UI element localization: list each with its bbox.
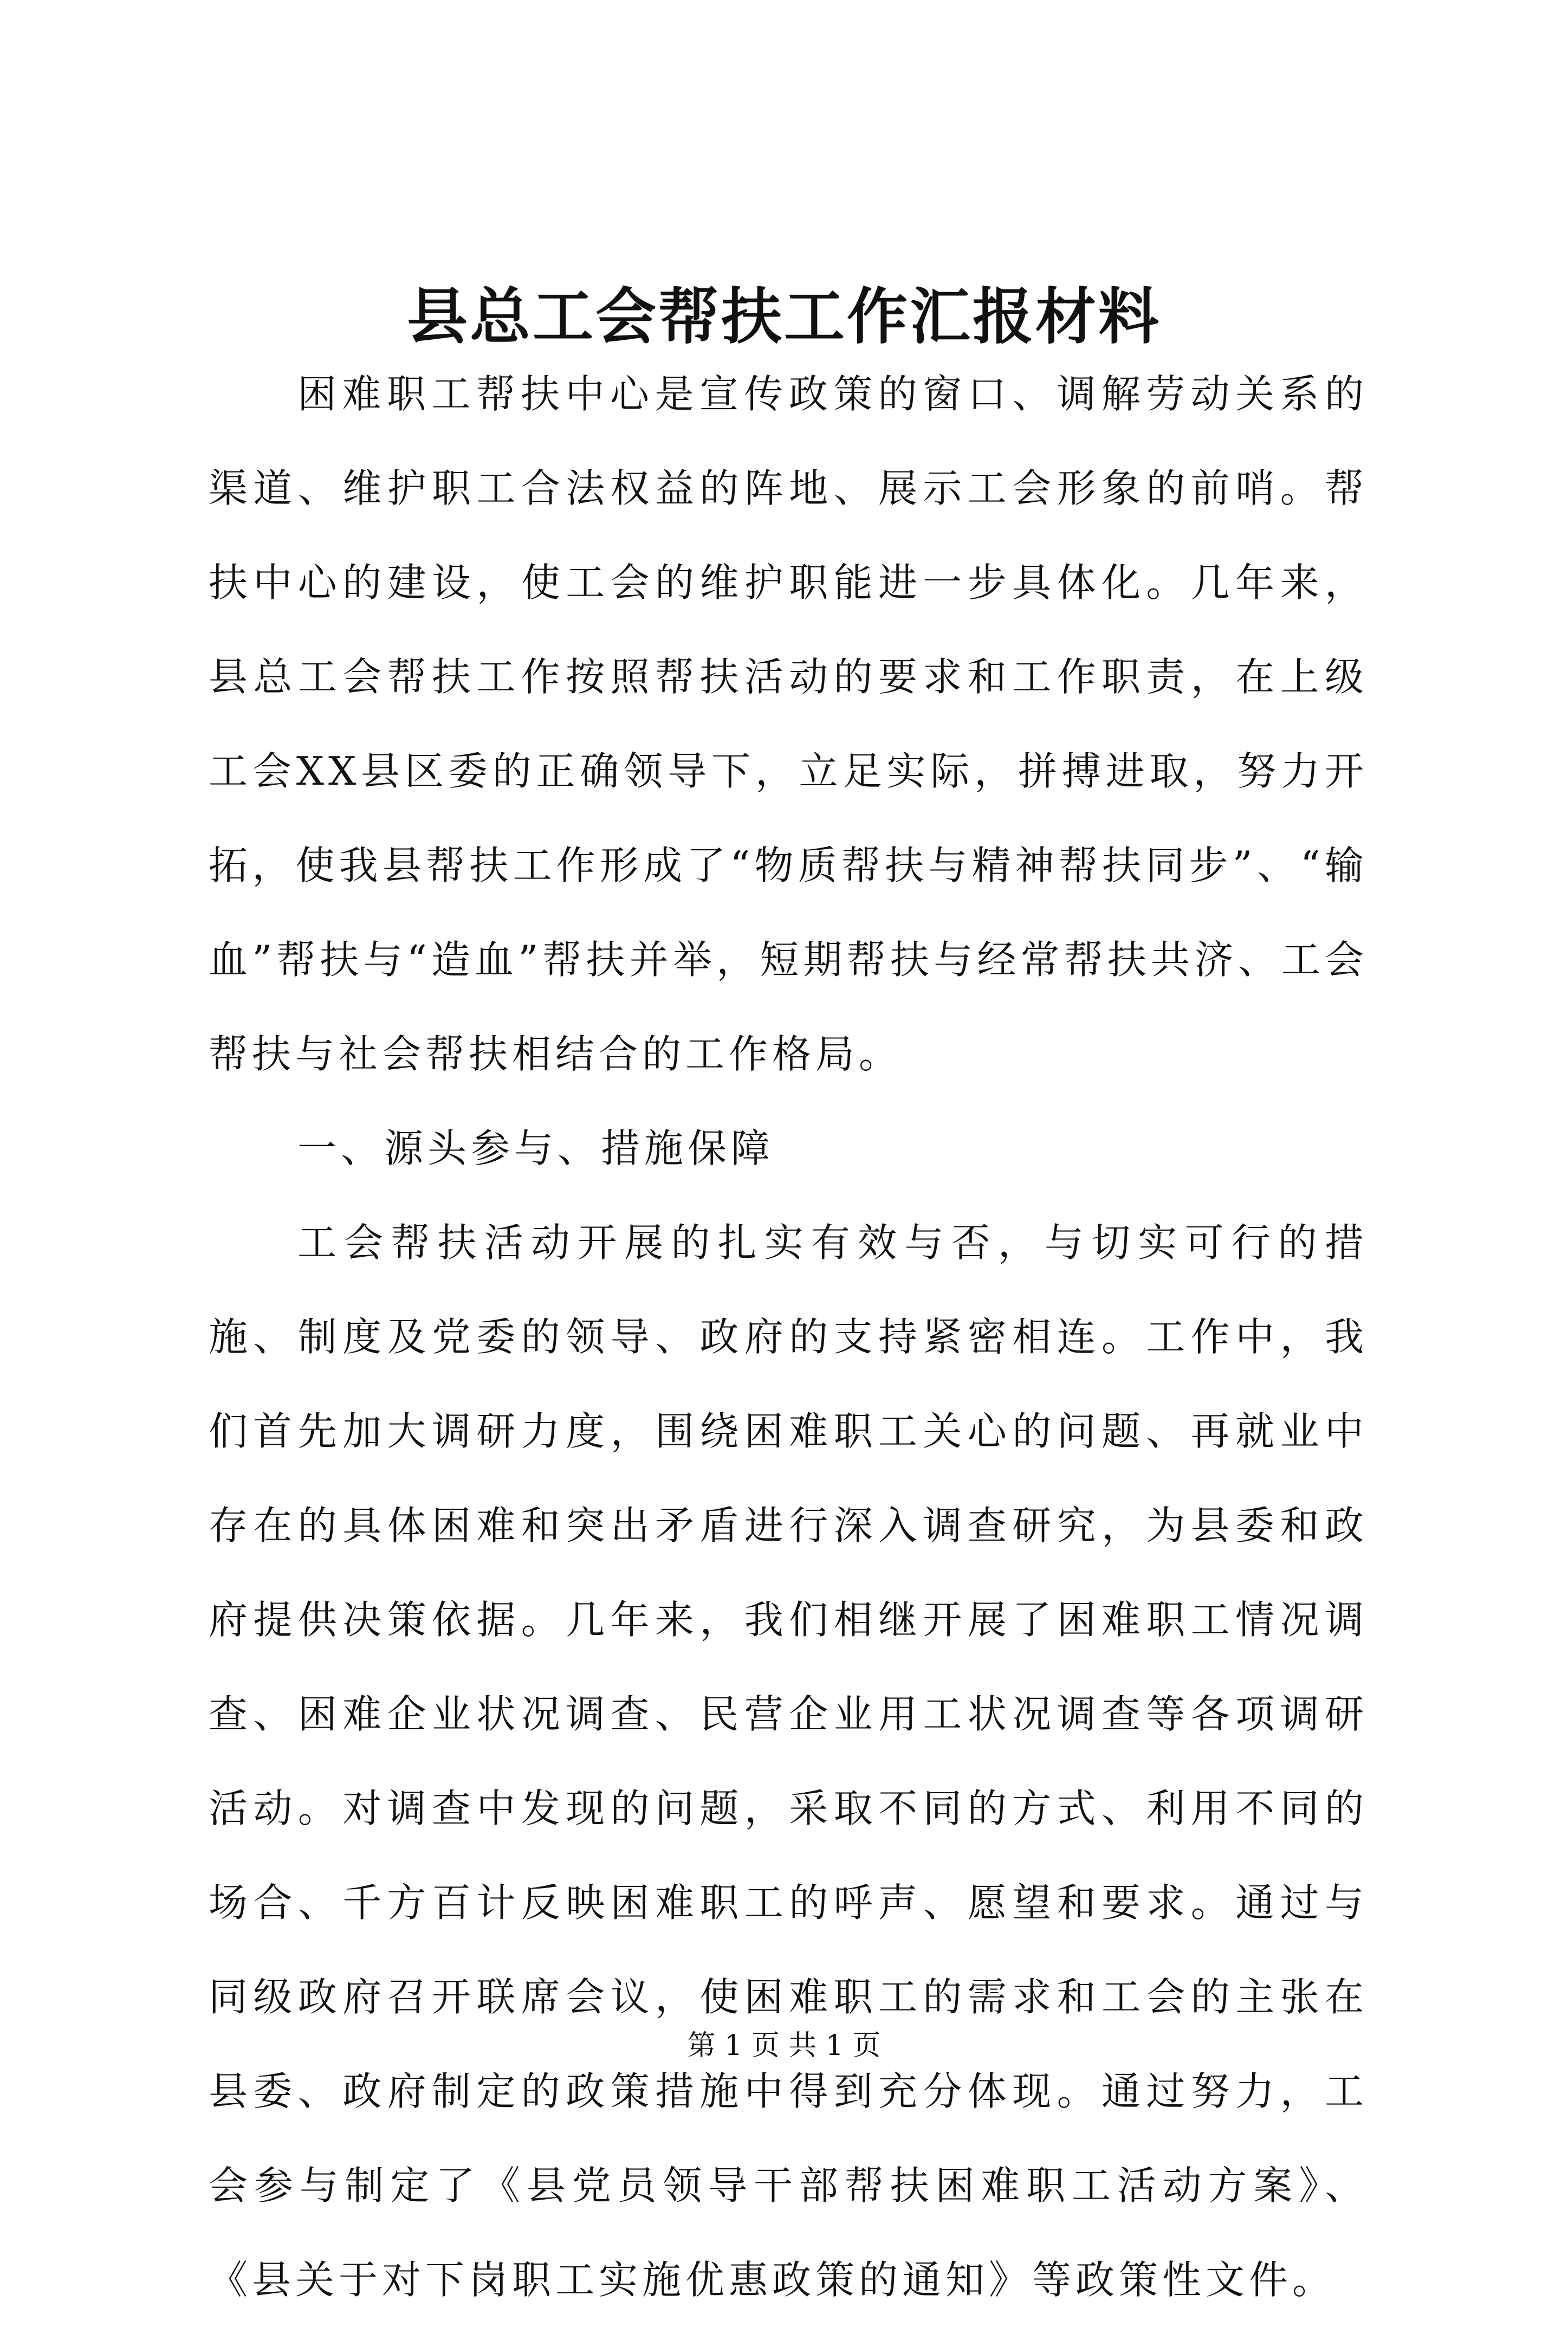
section-paragraph: 工会帮扶活动开展的扎实有效与否，与切实可行的措施、制度及党委的领导、政府的支持紧密相连。工作中，我们首先加大调研力度，围绕困难职工关心的问题、再就业中存在的具体困难和突出矛盾进行深入调查研究，为县委和政府提供决策依据。几年来，我们相继开展了困难职工情况调查、困难企业状况调查、民营企业用工状况调查等各项调研活动。对调查中发现的问题，采取不同的方式、利用不同的场合、千方百计反映困难职工的呼声、愿望和要求。通过与同级政府召开联席会议，使困难职工的需求和工会的主张在县委、政府制定的政策措施中得到充分体现。通过努力，工会参与制定了《县党员领导干部帮扶困难职工活动方案》、《县关于对下岗职工实施优惠政策的通知》等政策性文件。 xyxy=(209,1220,1368,2303)
intro-paragraph: 困难职工帮扶中心是宣传政策的窗口、调解劳动关系的渠道、维护职工合法权益的阵地、展示工会形象的前哨。帮扶中心的建设，使工会的维护职能进一步具体化。几年来，县总工会帮扶工作按照帮扶活动的要求和工作职责，在上级工会XX县区委的正确领导下，立足实际，拼搏进取，努力开拓，使我县帮扶工作形成了“物质帮扶与精神帮扶同步”、“输血”帮扶与“造血”帮扶并举，短期帮扶与经常帮扶共济、工会帮扶与社会帮扶相结合的工作格局。 xyxy=(209,371,1368,1077)
page-number-footer: 第 1 页 共 1 页 xyxy=(687,2029,881,2062)
document-title: 县总工会帮扶工作汇报材料 xyxy=(407,281,1161,352)
section-heading: 一、源头参与、措施保障 xyxy=(297,1126,775,1171)
